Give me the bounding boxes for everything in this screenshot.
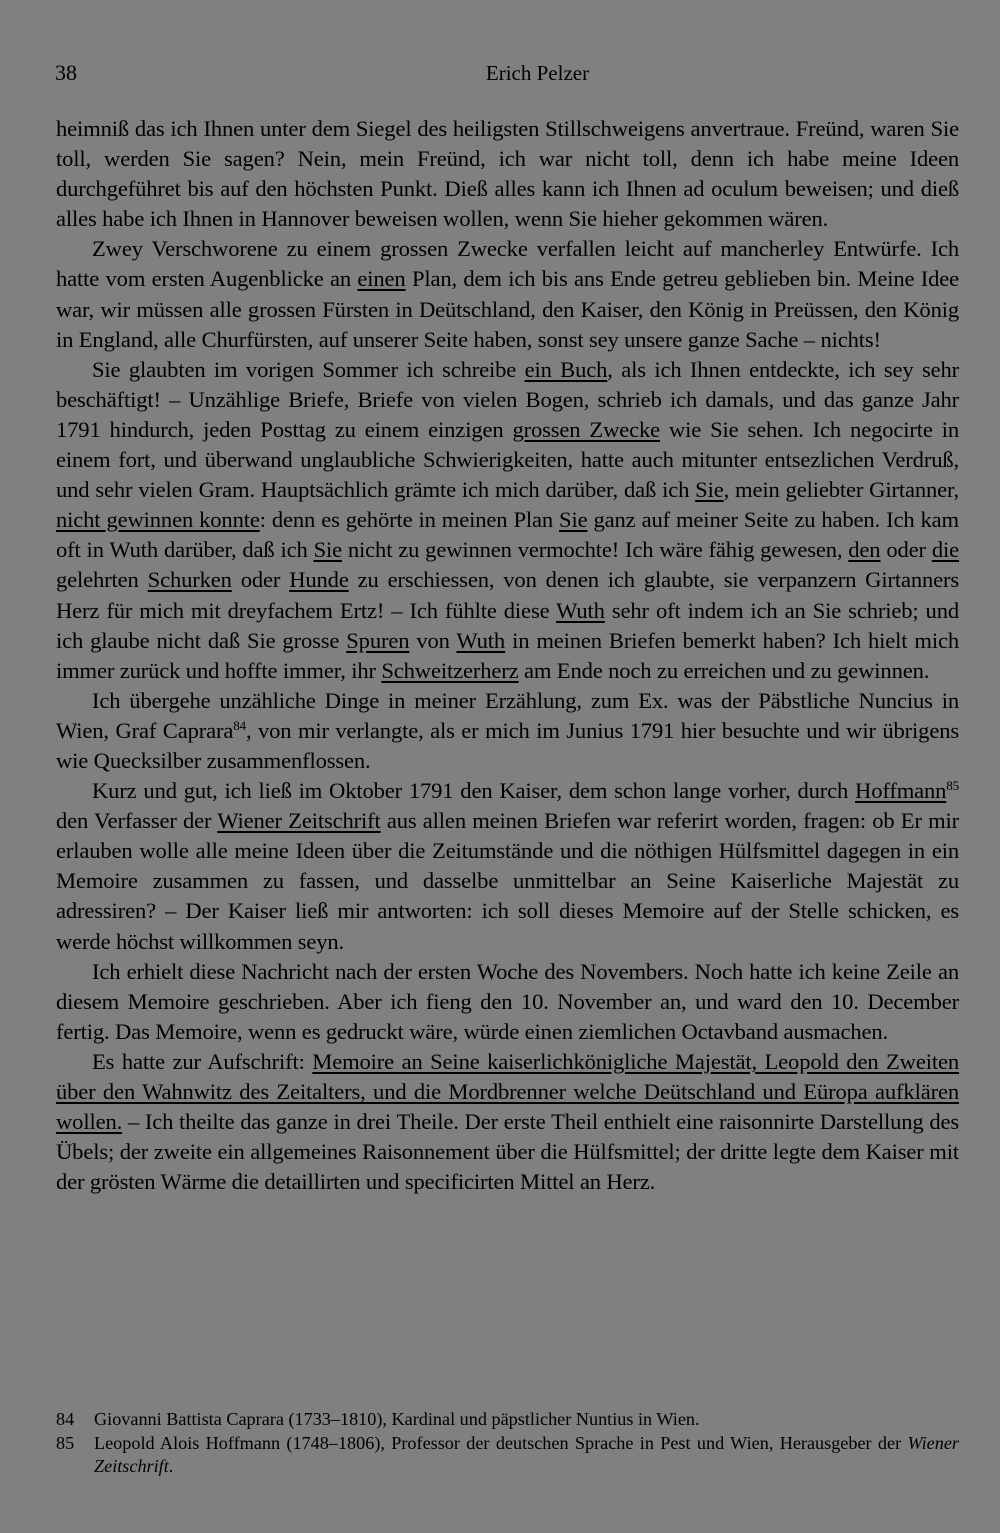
text-run: .	[168, 1456, 174, 1476]
underlined-title: Memoire an Seine kaiserlichkönigliche Majestät, Leopold den Zweiten über den Wahnwitz des Zeitalters, und die Mordbrenner welche Deütschland und Eüropa aufklären wollen.	[56, 1048, 959, 1135]
page-number: 38	[55, 60, 77, 85]
footnotes	[56, 1408, 959, 1479]
underlined-text: nicht gewinnen konnte	[56, 507, 260, 533]
text-run: sehr oft indem ich an Sie schrieb; und ich glaube nicht daß Sie grosse	[56, 597, 959, 653]
text-run: Es hatte zur Aufschrift:	[92, 1048, 313, 1074]
running-head: Erich Pelzer	[485, 61, 590, 85]
text-run: Zwey Verschworene zu einem grossen Zwecke verfallen leicht auf mancherley Entwürfe. Ich hatte vom ersten Augenblicke an	[56, 236, 959, 292]
underlined-text: Hunde	[289, 567, 349, 593]
text-run: gelehrten	[56, 567, 148, 593]
text-run: oder	[231, 567, 290, 593]
text-run: , als ich Ihnen entdeckte, ich sey sehr beschäftigt! – Unzählige Briefe, Briefe von vielen Bogen, schrieb ich damals, und das ganze Jahr 1791 hindurch, jeden Posttag zu einem einzigen	[56, 356, 959, 442]
text-run: wie Sie sehen. Ich negocirte in einem fort, und überwand unglaubliche Schwierigkeiten, hatte auch mitunter entsezlichen Verdruß, und sehr vielen Gram. Hauptsächlich grämte ich mich darüber, daß ich	[56, 416, 959, 503]
body-text	[56, 114, 959, 1197]
paragraph-2	[56, 234, 959, 354]
text-run: Ich übergehe unzähliche Dinge in meiner Erzählung, zum Ex. was der Päbstliche Nuncius in Wien, Graf Caprara	[56, 687, 959, 743]
underlined-text: ein Buch	[524, 356, 608, 382]
underlined-text: Sie	[313, 537, 342, 563]
paragraph-6: Ich erhielt diese Nachricht nach der ersten Woche des Novembers. Noch hatte ich keine Zeile an diesem Memoire geschrieben. Aber ich fieng den 10. November an, und ward den 10. December fertig. Das Memoire, wenn es gedruckt wäre, würde einen ziemlichen Octavband ausmachen.	[56, 958, 959, 1044]
footnote-ref-84[interactable]: 84	[233, 717, 246, 733]
underlined-text: Spuren	[346, 627, 410, 653]
text-run: , mein geliebter Girtanner,	[723, 477, 959, 503]
text-run: ganz auf meiner Seite zu haben. Ich kam oft in Wuth darüber, daß ich	[56, 507, 959, 563]
underlined-text: Schweitzerherz	[381, 657, 519, 683]
text-run: nicht zu gewinnen vermochte! Ich wäre fähig gewesen,	[341, 537, 849, 563]
underlined-text: Sie	[695, 477, 724, 503]
italic-title: Wiener Zeitschrift	[94, 1432, 959, 1476]
page-header	[55, 58, 960, 88]
text-run: in meinen Briefen bemerkt haben? Ich hielt mich immer zurück und hoffte immer, ihr	[56, 627, 960, 683]
paragraph-5	[56, 776, 959, 957]
footnote-84	[56, 1408, 959, 1432]
footnote-text: Giovanni Battista Caprara (1733–1810), Kardinal und päpstlicher Nuntius in Wien.	[94, 1409, 700, 1429]
footnote-85	[56, 1432, 959, 1479]
text-run: Plan, dem ich bis ans Ende getreu geblieben bin. Meine Idee war, wir müssen alle grossen Fürsten in Deütschland, den Kaiser, den König in Preüssen, den König in England, alle Churfürsten, auf unserer Seite haben, sonst sey unsere ganze Sache – nichts!	[56, 266, 959, 352]
text-run: Leopold Alois Hoffmann (1748–1806), Professor der deutschen Sprache in Pest und Wien, Herausgeber der	[94, 1432, 908, 1453]
underlined-text: Wuth	[556, 597, 605, 623]
text-run: oder	[880, 537, 932, 563]
underlined-text: einen	[357, 266, 406, 292]
underlined-text: Hoffmann	[855, 778, 947, 804]
underlined-text: Schurken	[147, 567, 232, 593]
text-run: , von mir verlangte, als er mich im Junius 1791 hier besuchte und wir übrigens wie Quecksilber zusammenflossen.	[56, 717, 959, 773]
paragraph-3	[56, 355, 959, 686]
text-run: aus allen meinen Briefen war referirt worden, fragen: ob Er mir erlauben wolle alle meine Ideen über die Zeitumstände und die nöthigen Hülfsmittel dagegen in ein Memoire zusammen zu fassen, und dasselbe unmittelbar an Seine Kaiserliche Majestät zu adressiren? – Der Kaiser ließ mir antworten: ich soll dieses Memoire auf der Stelle schicken, es werde höchst willkommen seyn.	[56, 808, 960, 954]
underlined-text: den	[848, 537, 881, 563]
footnote-number: 84	[56, 1409, 75, 1429]
underlined-text: Sie	[559, 507, 588, 533]
footnote-ref-85[interactable]: 85	[946, 778, 959, 794]
underlined-text: Wiener Zeitschrift	[217, 808, 381, 834]
underlined-text: die	[931, 537, 959, 563]
paragraph-1: heimniß das ich Ihnen unter dem Siegel des heiligsten Stillschweigens anvertraue. Freünd, waren Sie toll, werden Sie sagen? Nein, mein Freünd, ich war nicht toll, denn ich habe meine Ideen durchgeführet bis auf den höchsten Punkt. Dieß alles kann ich Ihnen ad oculum beweisen; und dieß alles habe ich Ihnen in Hannover beweisen wollen, wenn Sie hieher gekommen wären.	[56, 116, 959, 232]
text-run: – Ich theilte das ganze in drei Theile. Der erste Theil enthielt eine raisonnirte Darstellung des Übels; der zweite ein allgemeines Raisonnement über die Hülfsmittel; der dritte legte dem Kaiser mit der grösten Wärme die detaillirten und specificirten Mittel an Herz.	[56, 1109, 959, 1195]
underlined-text: grossen Zwecke	[512, 416, 661, 442]
text-run: Sie glaubten im vorigen Sommer ich schreibe	[92, 356, 525, 382]
text-run: am Ende noch zu erreichen und zu gewinnen.	[518, 657, 930, 683]
text-run: Kurz und gut, ich ließ im Oktober 1791 den Kaiser, dem schon lange vorher, durch	[92, 778, 856, 804]
text-run: von	[409, 627, 457, 653]
text-run: den Verfasser der	[56, 808, 218, 834]
footnote-text	[94, 1432, 959, 1479]
paragraph-7	[56, 1047, 959, 1197]
footnote-number: 85	[56, 1432, 75, 1453]
text-run: zu erschiessen, von denen ich glaubte, sie verpanzern Girtanners Herz für mich mit dreyfachem Ertz! – Ich fühlte diese	[56, 567, 960, 623]
paragraph-4	[56, 686, 959, 776]
underlined-text: Wuth	[456, 627, 506, 653]
text-run: : denn es gehörte in meinen Plan	[259, 507, 560, 533]
